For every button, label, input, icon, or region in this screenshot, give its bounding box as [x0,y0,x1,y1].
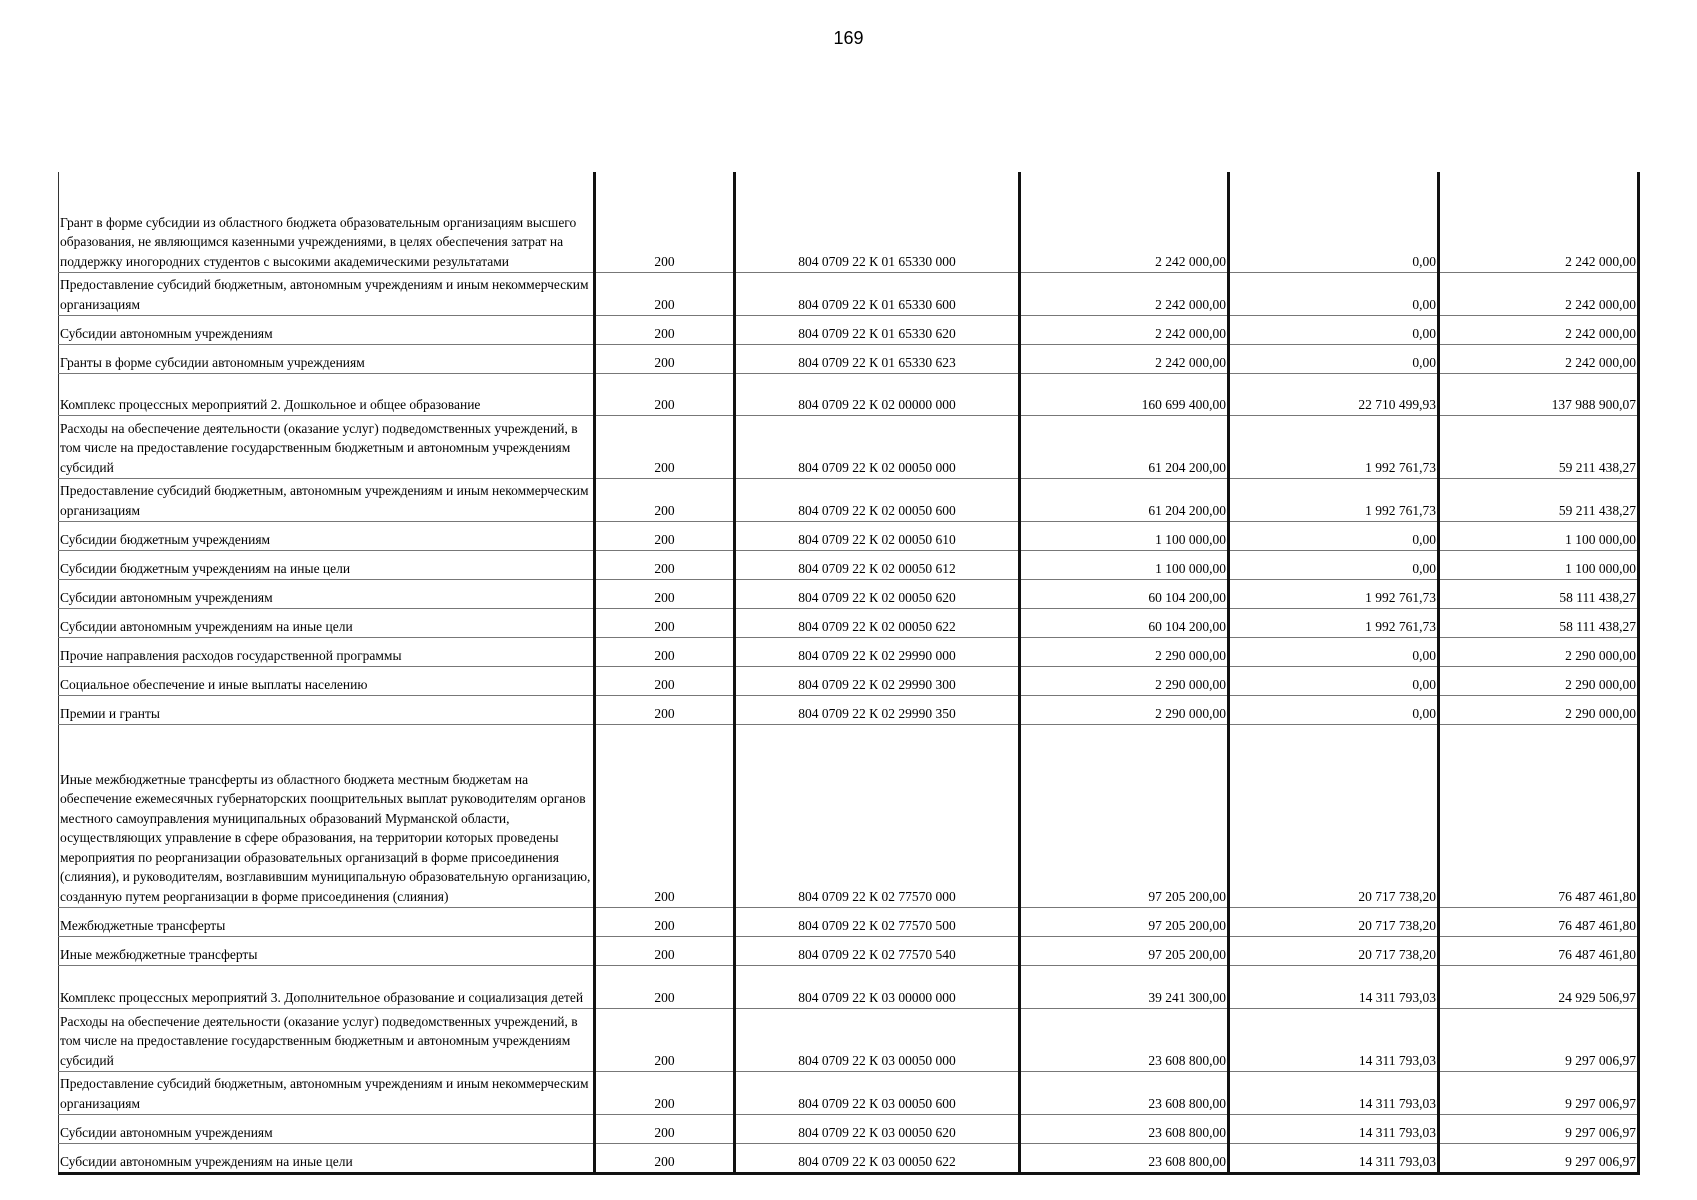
row-kbk: 804 0709 22 К 02 00050 622 [735,609,1020,638]
table-row [59,580,1639,609]
row-executed: 20 717 738,20 [1229,725,1439,908]
row-code: 200 [595,479,735,522]
row-name: Предоставление субсидий бюджетным, автономным учреждениям и иным некоммерческим организациям [59,1072,595,1115]
row-approved: 160 699 400,00 [1020,374,1229,416]
row-code: 200 [595,966,735,1009]
row-executed: 0,00 [1229,345,1439,374]
row-executed: 0,00 [1229,172,1439,273]
row-remaining: 59 211 438,27 [1439,479,1639,522]
page-number: 169 [833,28,864,48]
row-code: 200 [595,1009,735,1072]
row-kbk: 804 0709 22 К 02 00000 000 [735,374,1020,416]
row-code: 200 [595,416,735,479]
row-kbk: 804 0709 22 К 03 00050 600 [735,1072,1020,1115]
row-code: 200 [595,374,735,416]
row-kbk: 804 0709 22 К 02 00050 620 [735,580,1020,609]
row-name: Гранты в форме субсидии автономным учреждениям [59,345,595,374]
row-kbk: 804 0709 22 К 01 65330 623 [735,345,1020,374]
row-approved: 1 100 000,00 [1020,522,1229,551]
row-approved: 60 104 200,00 [1020,609,1229,638]
row-code: 200 [595,1072,735,1115]
row-code: 200 [595,725,735,908]
row-name: Расходы на обеспечение деятельности (оказание услуг) подведомственных учреждений, в том числе на предоставление государственным бюджетным и автономным учреждениям субсидий [59,1009,595,1072]
row-executed: 20 717 738,20 [1229,908,1439,937]
row-kbk: 804 0709 22 К 03 00050 622 [735,1144,1020,1174]
table-row [59,1072,1639,1115]
row-kbk: 804 0709 22 К 02 29990 300 [735,667,1020,696]
row-kbk: 804 0709 22 К 02 29990 350 [735,696,1020,725]
row-name: Иные межбюджетные трансферты из областного бюджета местным бюджетам на обеспечение ежемесячных губернаторских поощрительных выплат руководителям органов местного самоуправления муниципальных образований Мурманской области, осуществляющих управление в сфере образования, на территории которых проведены мероприятия по реорганизации образовательных организаций в форме присоединения (слияния), и руководителям, возглавившим муниципальную образовательную организацию, созданную путем реорганизации в форме присоединения (слияния) [59,725,595,908]
table-row [59,667,1639,696]
table-row [59,609,1639,638]
table-row [59,638,1639,667]
row-name: Прочие направления расходов государственной программы [59,638,595,667]
table-row [59,273,1639,316]
row-kbk: 804 0709 22 К 01 65330 620 [735,316,1020,345]
row-remaining: 59 211 438,27 [1439,416,1639,479]
table-row [59,172,1639,273]
row-remaining: 1 100 000,00 [1439,551,1639,580]
row-approved: 23 608 800,00 [1020,1009,1229,1072]
row-approved: 2 242 000,00 [1020,345,1229,374]
row-code: 200 [595,609,735,638]
row-executed: 1 992 761,73 [1229,416,1439,479]
budget-execution-table [58,172,1640,1175]
row-kbk: 804 0709 22 К 01 65330 600 [735,273,1020,316]
row-remaining: 2 242 000,00 [1439,172,1639,273]
table-row [59,551,1639,580]
row-name: Расходы на обеспечение деятельности (оказание услуг) подведомственных учреждений, в том числе на предоставление государственным бюджетным и автономным учреждениям субсидий [59,416,595,479]
row-kbk: 804 0709 22 К 02 29990 000 [735,638,1020,667]
row-executed: 0,00 [1229,696,1439,725]
row-name: Социальное обеспечение и иные выплаты населению [59,667,595,696]
row-executed: 14 311 793,03 [1229,966,1439,1009]
row-code: 200 [595,1115,735,1144]
row-name: Премии и гранты [59,696,595,725]
row-name: Грант в форме субсидии из областного бюджета образовательным организациям высшего образования, не являющимся казенными учреждениями, в целях обеспечения затрат на поддержку иногородних студентов с высокими академическими результатами [59,172,595,273]
row-executed: 0,00 [1229,638,1439,667]
row-executed: 20 717 738,20 [1229,937,1439,966]
row-kbk: 804 0709 22 К 02 00050 610 [735,522,1020,551]
table-row [59,908,1639,937]
row-remaining: 9 297 006,97 [1439,1009,1639,1072]
row-name: Предоставление субсидий бюджетным, автономным учреждениям и иным некоммерческим организациям [59,273,595,316]
row-approved: 1 100 000,00 [1020,551,1229,580]
row-remaining: 2 290 000,00 [1439,696,1639,725]
row-executed: 0,00 [1229,316,1439,345]
table-row [59,725,1639,908]
row-name: Субсидии автономным учреждениям [59,580,595,609]
row-code: 200 [595,667,735,696]
row-kbk: 804 0709 22 К 03 00050 620 [735,1115,1020,1144]
row-approved: 2 290 000,00 [1020,667,1229,696]
row-name: Субсидии бюджетным учреждениям на иные цели [59,551,595,580]
row-kbk: 804 0709 22 К 03 00050 000 [735,1009,1020,1072]
row-remaining: 2 290 000,00 [1439,638,1639,667]
row-code: 200 [595,522,735,551]
row-approved: 2 242 000,00 [1020,172,1229,273]
table-row [59,966,1639,1009]
row-approved: 2 290 000,00 [1020,638,1229,667]
row-kbk: 804 0709 22 К 02 00050 000 [735,416,1020,479]
row-executed: 22 710 499,93 [1229,374,1439,416]
table-row [59,937,1639,966]
row-approved: 2 242 000,00 [1020,316,1229,345]
table-row [59,1144,1639,1174]
row-name: Иные межбюджетные трансферты [59,937,595,966]
row-name: Субсидии автономным учреждениям на иные цели [59,1144,595,1174]
row-code: 200 [595,696,735,725]
row-approved: 60 104 200,00 [1020,580,1229,609]
row-kbk: 804 0709 22 К 01 65330 000 [735,172,1020,273]
row-remaining: 2 290 000,00 [1439,667,1639,696]
row-executed: 0,00 [1229,273,1439,316]
table-row [59,1009,1639,1072]
row-remaining: 76 487 461,80 [1439,937,1639,966]
row-code: 200 [595,316,735,345]
row-name: Субсидии бюджетным учреждениям [59,522,595,551]
row-kbk: 804 0709 22 К 02 77570 000 [735,725,1020,908]
row-kbk: 804 0709 22 К 02 00050 600 [735,479,1020,522]
row-approved: 23 608 800,00 [1020,1115,1229,1144]
row-approved: 23 608 800,00 [1020,1072,1229,1115]
row-code: 200 [595,937,735,966]
row-executed: 14 311 793,03 [1229,1072,1439,1115]
row-executed: 14 311 793,03 [1229,1115,1439,1144]
row-executed: 1 992 761,73 [1229,609,1439,638]
row-remaining: 137 988 900,07 [1439,374,1639,416]
table-row [59,696,1639,725]
row-executed: 1 992 761,73 [1229,479,1439,522]
row-code: 200 [595,551,735,580]
table-row [59,522,1639,551]
row-code: 200 [595,273,735,316]
row-remaining: 76 487 461,80 [1439,725,1639,908]
row-kbk: 804 0709 22 К 02 77570 500 [735,908,1020,937]
row-approved: 2 290 000,00 [1020,696,1229,725]
row-name: Субсидии автономным учреждениям [59,316,595,345]
table-row [59,316,1639,345]
row-code: 200 [595,908,735,937]
row-name: Комплекс процессных мероприятий 2. Дошкольное и общее образование [59,374,595,416]
row-approved: 61 204 200,00 [1020,416,1229,479]
row-remaining: 2 242 000,00 [1439,345,1639,374]
row-approved: 2 242 000,00 [1020,273,1229,316]
row-executed: 14 311 793,03 [1229,1009,1439,1072]
row-remaining: 2 242 000,00 [1439,316,1639,345]
row-code: 200 [595,580,735,609]
table-body [59,172,1639,1174]
row-approved: 23 608 800,00 [1020,1144,1229,1174]
row-approved: 97 205 200,00 [1020,725,1229,908]
row-approved: 97 205 200,00 [1020,908,1229,937]
row-kbk: 804 0709 22 К 02 00050 612 [735,551,1020,580]
table-row [59,479,1639,522]
row-code: 200 [595,638,735,667]
row-executed: 0,00 [1229,522,1439,551]
row-kbk: 804 0709 22 К 02 77570 540 [735,937,1020,966]
row-remaining: 9 297 006,97 [1439,1115,1639,1144]
table-row [59,1115,1639,1144]
row-executed: 1 992 761,73 [1229,580,1439,609]
row-approved: 61 204 200,00 [1020,479,1229,522]
row-approved: 39 241 300,00 [1020,966,1229,1009]
row-executed: 0,00 [1229,551,1439,580]
row-remaining: 24 929 506,97 [1439,966,1639,1009]
row-remaining: 2 242 000,00 [1439,273,1639,316]
row-remaining: 9 297 006,97 [1439,1144,1639,1174]
row-remaining: 58 111 438,27 [1439,580,1639,609]
row-remaining: 1 100 000,00 [1439,522,1639,551]
row-remaining: 58 111 438,27 [1439,609,1639,638]
row-code: 200 [595,1144,735,1174]
row-remaining: 9 297 006,97 [1439,1072,1639,1115]
row-code: 200 [595,172,735,273]
row-executed: 14 311 793,03 [1229,1144,1439,1174]
row-kbk: 804 0709 22 К 03 00000 000 [735,966,1020,1009]
row-executed: 0,00 [1229,667,1439,696]
row-name: Межбюджетные трансферты [59,908,595,937]
row-name: Комплекс процессных мероприятий 3. Дополнительное образование и социализация детей [59,966,595,1009]
row-name: Субсидии автономным учреждениям [59,1115,595,1144]
table-row [59,416,1639,479]
row-approved: 97 205 200,00 [1020,937,1229,966]
table-row [59,345,1639,374]
row-remaining: 76 487 461,80 [1439,908,1639,937]
row-code: 200 [595,345,735,374]
row-name: Предоставление субсидий бюджетным, автономным учреждениям и иным некоммерческим организациям [59,479,595,522]
table-row [59,374,1639,416]
row-name: Субсидии автономным учреждениям на иные цели [59,609,595,638]
